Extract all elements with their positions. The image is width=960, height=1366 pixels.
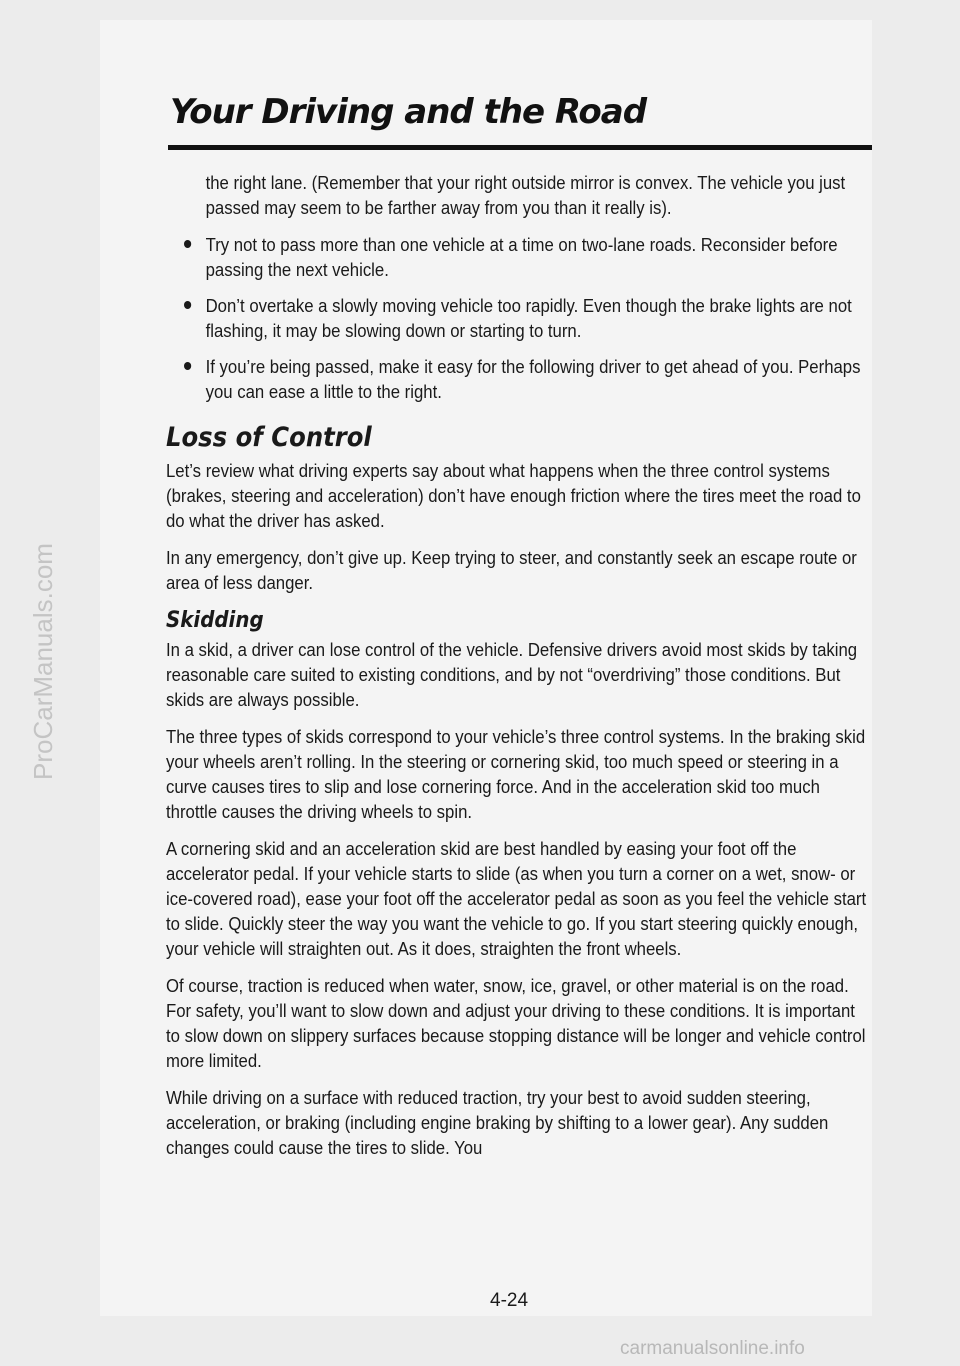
page-number: 4-24 bbox=[490, 1290, 529, 1311]
continued-paragraph: the right lane. (Remember that your right outside mirror is convex. The vehicle you just passed may seem to be farther away from you than it really is). bbox=[205, 172, 846, 218]
paragraph: While driving on a surface with reduced traction, try your best to avoid sudden steering, acceleration, or braking (including engine braking by shifting to a lower gear). Any sudden changes could cause the tires to slide. You bbox=[166, 1087, 829, 1158]
paragraph: In any emergency, don’t give up. Keep trying to steer, and constantly seek an escape route or area of less danger. bbox=[166, 547, 857, 593]
paragraph: A cornering skid and an acceleration skid are best handled by easing your foot off the accelerator pedal. If your vehicle starts to slide (as when you turn a corner on a wet, snow- or ice-covered road), ease your foot off the accelerator pedal as soon as you feel the vehicle start to slide. Quickly steer the way you want the vehicle to go. If you start steering quickly enough, your vehicle will straighten out. As it does, straighten the front wheels. bbox=[166, 838, 867, 959]
list-item bbox=[166, 354, 872, 404]
list-item bbox=[166, 232, 872, 282]
paragraph: The three types of skids correspond to your vehicle’s three control systems. In the braking skid your wheels aren’t rolling. In the steering or cornering skid, too much speed or steering in a curve causes tires to slip and lose cornering force. And in the acceleration skid too much throttle causes the driving wheels to spin. bbox=[166, 726, 866, 822]
side-watermark: ProCarManuals.com bbox=[28, 543, 58, 780]
page-title: Your Driving and the Road bbox=[170, 92, 647, 132]
bullet-icon bbox=[184, 301, 191, 309]
skidding-heading: Skidding bbox=[166, 608, 264, 633]
page-content bbox=[166, 170, 872, 1172]
bullet-icon bbox=[184, 362, 191, 370]
list-item bbox=[166, 293, 872, 343]
paragraph: Let’s review what driving experts say about what happens when the three control systems (brakes, steering and acceleration) don’t have enough friction where the tires meet the road to do what the driver has asked. bbox=[166, 460, 861, 531]
paragraph: In a skid, a driver can lose control of the vehicle. Defensive drivers avoid most skids by taking reasonable care suited to existing conditions, and by not “overdriving” those conditions. But skids are always possible. bbox=[166, 639, 858, 710]
list-item-text: Don’t overtake a slowly moving vehicle too rapidly. Even though the brake lights are not flashing, it may be slowing down or starting to turn. bbox=[205, 295, 852, 341]
paragraph: Of course, traction is reduced when water, snow, ice, gravel, or other material is on the road. For safety, you’ll want to slow down and adjust your driving to these conditions. It is important to slow down on slippery surfaces because stopping distance will be longer and vehicle control more limited. bbox=[166, 975, 866, 1071]
list-item-text: Try not to pass more than one vehicle at a time on two-lane roads. Reconsider before passing the next vehicle. bbox=[205, 234, 838, 280]
loss-of-control-heading: Loss of Control bbox=[166, 422, 372, 453]
bullet-icon bbox=[184, 240, 191, 248]
list-item-text: If you’re being passed, make it easy for the following driver to get ahead of you. Perhaps you can ease a little to the right. bbox=[205, 356, 861, 402]
footer-watermark: carmanualsonline.info bbox=[620, 1338, 805, 1359]
passing-tips-list bbox=[166, 232, 872, 404]
header-rule bbox=[168, 145, 872, 150]
